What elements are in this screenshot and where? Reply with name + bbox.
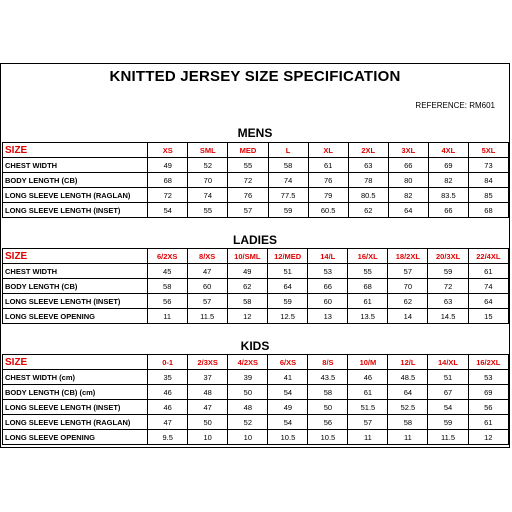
measurement-label: BODY LENGTH (CB)	[3, 279, 148, 294]
measurement-value: 61	[468, 415, 508, 430]
measurement-value: 83.5	[428, 188, 468, 203]
measurement-value: 12	[227, 309, 267, 324]
measurement-value: 57	[228, 203, 268, 218]
measurement-value: 12.5	[267, 309, 307, 324]
measurement-value: 60	[187, 279, 227, 294]
measurement-label: LONG SLEEVE LENGTH (INSET)	[3, 294, 148, 309]
measurement-value: 50	[308, 400, 348, 415]
size-header-cell: XL	[308, 143, 348, 158]
measurement-value: 59	[428, 264, 468, 279]
size-table-ladies	[2, 248, 509, 324]
measurement-value: 14	[388, 309, 428, 324]
table-row	[3, 430, 509, 445]
measurement-value: 10.5	[268, 430, 308, 445]
measurement-value: 47	[148, 415, 188, 430]
measurement-value: 64	[468, 294, 508, 309]
measurement-value: 55	[348, 264, 388, 279]
measurement-value: 62	[227, 279, 267, 294]
measurement-value: 47	[187, 264, 227, 279]
measurement-label: LONG SLEEVE LENGTH (RAGLAN)	[3, 188, 148, 203]
measurement-value: 48.5	[388, 370, 428, 385]
measurement-value: 69	[428, 158, 468, 173]
measurement-value: 11.5	[187, 309, 227, 324]
measurement-value: 54	[268, 415, 308, 430]
measurement-value: 46	[148, 385, 188, 400]
size-header-cell: 10/M	[348, 355, 388, 370]
measurement-value: 52	[228, 415, 268, 430]
measurement-value: 61	[308, 158, 348, 173]
table-row	[3, 294, 509, 309]
measurement-label: LONG SLEEVE OPENING	[3, 309, 148, 324]
size-header-cell: 6/2XS	[147, 249, 187, 264]
measurement-value: 48	[228, 400, 268, 415]
measurement-value: 79	[308, 188, 348, 203]
size-header-cell: 4/2XS	[228, 355, 268, 370]
size-header-cell: 2/3XS	[188, 355, 228, 370]
measurement-value: 66	[428, 203, 468, 218]
measurement-value: 72	[428, 279, 468, 294]
measurement-value: 50	[228, 385, 268, 400]
measurement-value: 49	[227, 264, 267, 279]
measurement-value: 68	[468, 203, 508, 218]
measurement-label: LONG SLEEVE OPENING	[3, 430, 148, 445]
measurement-value: 80.5	[348, 188, 388, 203]
measurement-value: 62	[348, 203, 388, 218]
measurement-value: 66	[388, 158, 428, 173]
measurement-value: 46	[148, 400, 188, 415]
measurement-value: 61	[348, 385, 388, 400]
measurement-value: 10	[188, 430, 228, 445]
size-header-cell: 12/MED	[267, 249, 307, 264]
measurement-value: 52	[188, 158, 228, 173]
measurement-value: 82	[428, 173, 468, 188]
size-header-cell: 16/2XL	[468, 355, 508, 370]
measurement-value: 60.5	[308, 203, 348, 218]
measurement-value: 47	[188, 400, 228, 415]
measurement-value: 55	[228, 158, 268, 173]
size-header-cell: 8/S	[308, 355, 348, 370]
measurement-label: BODY LENGTH (CB) (cm)	[3, 385, 148, 400]
measurement-value: 56	[147, 294, 187, 309]
measurement-value: 72	[228, 173, 268, 188]
measurement-value: 68	[148, 173, 188, 188]
measurement-value: 68	[348, 279, 388, 294]
table-row	[3, 400, 509, 415]
measurement-label: LONG SLEEVE LENGTH (RAGLAN)	[3, 415, 148, 430]
size-header-cell: 22/4XL	[468, 249, 508, 264]
measurement-value: 64	[267, 279, 307, 294]
size-header-cell: 16/XL	[348, 249, 388, 264]
measurement-value: 82	[388, 188, 428, 203]
measurement-value: 76	[308, 173, 348, 188]
measurement-value: 59	[428, 415, 468, 430]
size-header-cell: 10/SML	[227, 249, 267, 264]
table-row	[3, 203, 509, 218]
measurement-value: 35	[148, 370, 188, 385]
size-header-cell: L	[268, 143, 308, 158]
measurement-value: 63	[348, 158, 388, 173]
measurement-value: 56	[468, 400, 508, 415]
table-row	[3, 385, 509, 400]
measurement-value: 63	[428, 294, 468, 309]
measurement-value: 10	[228, 430, 268, 445]
measurement-value: 9.5	[148, 430, 188, 445]
measurement-value: 64	[388, 385, 428, 400]
measurement-value: 54	[428, 400, 468, 415]
measurement-value: 49	[268, 400, 308, 415]
table-row	[3, 309, 509, 324]
measurement-value: 78	[348, 173, 388, 188]
measurement-value: 70	[188, 173, 228, 188]
measurement-value: 77.5	[268, 188, 308, 203]
measurement-value: 39	[228, 370, 268, 385]
size-header-cell: 8/XS	[187, 249, 227, 264]
measurement-value: 51	[428, 370, 468, 385]
section-title-kids: KIDS	[240, 339, 270, 353]
measurement-value: 11	[348, 430, 388, 445]
measurement-value: 13	[308, 309, 348, 324]
measurement-value: 53	[308, 264, 348, 279]
measurement-value: 61	[468, 264, 508, 279]
table-row	[3, 279, 509, 294]
size-header-cell: 18/2XL	[388, 249, 428, 264]
size-header-cell: XS	[148, 143, 188, 158]
size-header-cell: 5XL	[468, 143, 508, 158]
measurement-value: 59	[268, 203, 308, 218]
measurement-value: 74	[268, 173, 308, 188]
measurement-value: 70	[388, 279, 428, 294]
measurement-value: 67	[428, 385, 468, 400]
measurement-value: 58	[388, 415, 428, 430]
size-spec-sheet	[0, 63, 510, 448]
measurement-label: CHEST WIDTH	[3, 158, 148, 173]
measurement-value: 46	[348, 370, 388, 385]
measurement-value: 11.5	[428, 430, 468, 445]
size-header-cell: SML	[188, 143, 228, 158]
table-row	[3, 158, 509, 173]
measurement-value: 14.5	[428, 309, 468, 324]
measurement-value: 57	[388, 264, 428, 279]
size-header-label: SIZE	[3, 355, 148, 370]
measurement-value: 50	[188, 415, 228, 430]
measurement-value: 62	[388, 294, 428, 309]
measurement-value: 84	[468, 173, 508, 188]
measurement-value: 57	[187, 294, 227, 309]
document-title: KNITTED JERSEY SIZE SPECIFICATION	[109, 68, 401, 85]
measurement-value: 54	[268, 385, 308, 400]
measurement-value: 41	[268, 370, 308, 385]
measurement-value: 61	[348, 294, 388, 309]
reference-code: REFERENCE: RM601	[415, 101, 495, 110]
measurement-value: 57	[348, 415, 388, 430]
size-header-cell: 6/XS	[268, 355, 308, 370]
size-header-label: SIZE	[3, 249, 148, 264]
size-header-cell: 0-1	[148, 355, 188, 370]
table-row	[3, 173, 509, 188]
measurement-value: 74	[468, 279, 508, 294]
measurement-value: 74	[188, 188, 228, 203]
measurement-value: 73	[468, 158, 508, 173]
section-title-ladies: LADIES	[232, 233, 277, 247]
measurement-value: 58	[147, 279, 187, 294]
measurement-value: 55	[188, 203, 228, 218]
size-header-cell: 4XL	[428, 143, 468, 158]
measurement-label: LONG SLEEVE LENGTH (INSET)	[3, 400, 148, 415]
measurement-value: 76	[228, 188, 268, 203]
measurement-value: 58	[227, 294, 267, 309]
measurement-value: 53	[468, 370, 508, 385]
size-header-cell: MED	[228, 143, 268, 158]
section-title-mens: MENS	[237, 126, 273, 140]
measurement-value: 12	[468, 430, 508, 445]
measurement-value: 56	[308, 415, 348, 430]
size-header-row	[3, 143, 509, 158]
size-header-cell: 2XL	[348, 143, 388, 158]
measurement-value: 54	[148, 203, 188, 218]
measurement-label: CHEST WIDTH	[3, 264, 148, 279]
measurement-value: 10.5	[308, 430, 348, 445]
measurement-value: 49	[148, 158, 188, 173]
measurement-value: 58	[268, 158, 308, 173]
measurement-label: CHEST WIDTH (cm)	[3, 370, 148, 385]
measurement-value: 60	[308, 294, 348, 309]
measurement-value: 72	[148, 188, 188, 203]
measurement-value: 58	[308, 385, 348, 400]
measurement-label: BODY LENGTH (CB)	[3, 173, 148, 188]
measurement-value: 52.5	[388, 400, 428, 415]
measurement-value: 51	[267, 264, 307, 279]
measurement-value: 51.5	[348, 400, 388, 415]
measurement-value: 48	[188, 385, 228, 400]
measurement-value: 15	[468, 309, 508, 324]
measurement-label: LONG SLEEVE LENGTH (INSET)	[3, 203, 148, 218]
size-header-cell: 14/L	[308, 249, 348, 264]
measurement-value: 80	[388, 173, 428, 188]
table-row	[3, 415, 509, 430]
measurement-value: 11	[147, 309, 187, 324]
table-row	[3, 264, 509, 279]
size-table-mens	[2, 142, 509, 218]
size-header-row	[3, 355, 509, 370]
measurement-value: 43.5	[308, 370, 348, 385]
measurement-value: 11	[388, 430, 428, 445]
measurement-value: 13.5	[348, 309, 388, 324]
size-header-label: SIZE	[3, 143, 148, 158]
table-row	[3, 370, 509, 385]
size-header-row	[3, 249, 509, 264]
measurement-value: 66	[308, 279, 348, 294]
size-header-cell: 12/L	[388, 355, 428, 370]
size-header-cell: 3XL	[388, 143, 428, 158]
measurement-value: 59	[267, 294, 307, 309]
size-header-cell: 20/3XL	[428, 249, 468, 264]
measurement-value: 45	[147, 264, 187, 279]
measurement-value: 69	[468, 385, 508, 400]
table-row	[3, 188, 509, 203]
size-header-cell: 14/XL	[428, 355, 468, 370]
size-table-kids	[2, 354, 509, 445]
measurement-value: 37	[188, 370, 228, 385]
measurement-value: 64	[388, 203, 428, 218]
measurement-value: 85	[468, 188, 508, 203]
